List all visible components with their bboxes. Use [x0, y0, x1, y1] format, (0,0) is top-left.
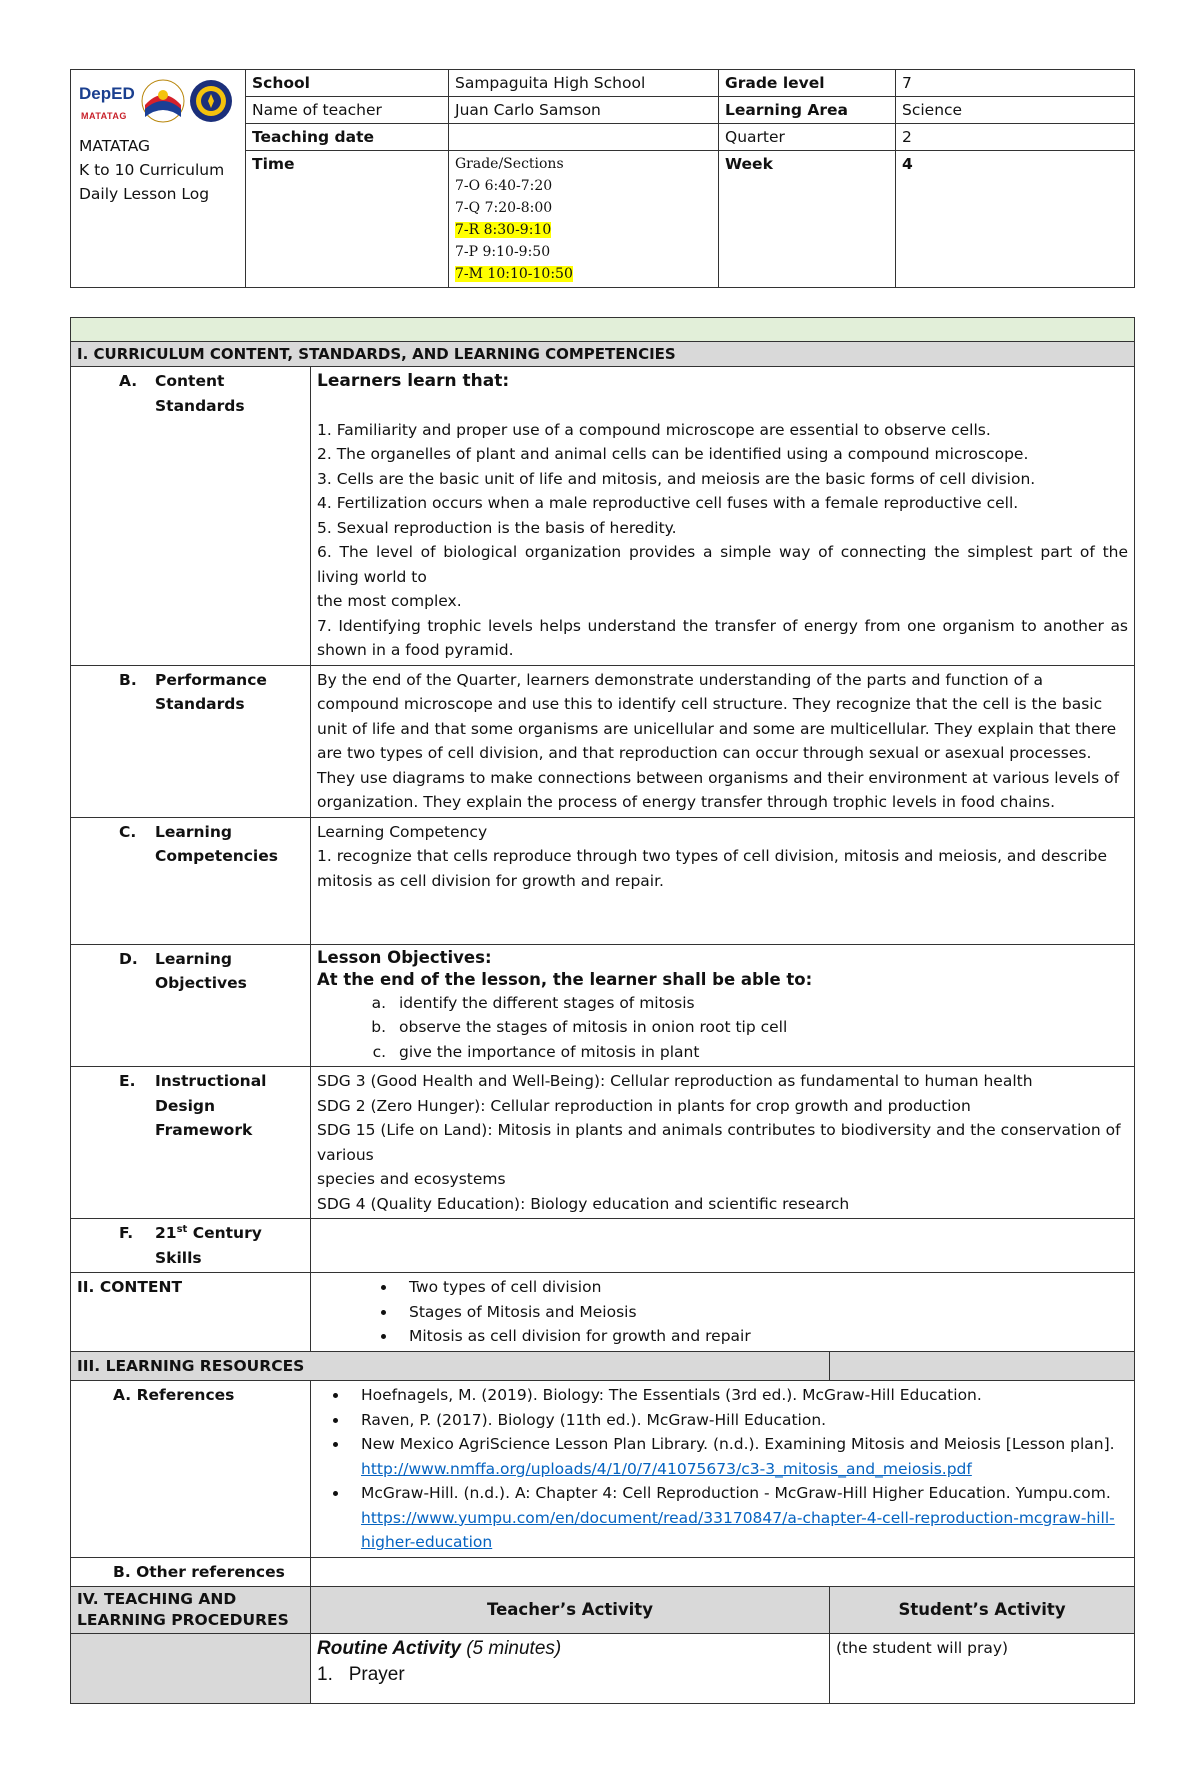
title-line: K to 10 Curriculum: [79, 161, 225, 179]
standard-item: 1. Familiarity and proper use of a compound microscope are essential to observe cells.: [317, 420, 991, 439]
content-standards-body: [311, 367, 1135, 666]
sdg-line: species and ecosystems: [317, 1170, 506, 1188]
week-label: Week: [719, 151, 896, 288]
references-list: [317, 1383, 1128, 1555]
content-item: • Mitosis as cell division for growth and repair: [397, 1324, 1128, 1349]
schedule-line: 7-Q 7:20-8:00: [455, 200, 553, 216]
grade-level-value: 7: [896, 70, 1135, 97]
instructional-design-body: [311, 1067, 1135, 1219]
reference-item: • Hoefnagels, M. (2019). Biology: The Essentials (3rd ed.). McGraw-Hill Education.: [349, 1383, 1128, 1408]
school-value: Sampaguita High School: [449, 70, 719, 97]
performance-standards-body: By the end of the Quarter, learners demonstrate understanding of the parts and function of a compound microscope and use this to identify cell structure. They recognize that the cell is the basic unit of life and that some organisms are unicellular and some are multicellular. They explain that there are two types of cell division, and that reproduction can occur through sexual or asexual processes. They use diagrams to make connections between organisms and their environment at various levels of organization. They explain the process of energy transfer through trophic levels in food chains.: [311, 665, 1135, 817]
century-skills-body: [311, 1219, 1135, 1273]
reference-link[interactable]: http://www.nmffa.org/uploads/4/1/0/7/41075673/c3-3_mitosis_and_meiosis.pdf: [361, 1459, 972, 1478]
teaching-date-label: Teaching date: [246, 124, 449, 151]
objectives-list: [317, 991, 1128, 1065]
reference-item: • Raven, P. (2017). Biology (11th ed.). McGraw-Hill Education.: [349, 1408, 1128, 1433]
student-activity-cell: (the student will pray): [830, 1634, 1135, 1704]
objective-item: c. give the importance of mitosis in plant: [391, 1040, 1128, 1065]
teacher-activity-cell: [311, 1634, 830, 1704]
references-label: A. References: [71, 1381, 311, 1558]
lesson-log-header: [70, 69, 1135, 288]
teaching-date-value: [449, 124, 719, 151]
competency-text: 1. recognize that cells reproduce through two types of cell division, mitosis and meiosis, and describe mitosis as cell division for growth and repair.: [317, 847, 1108, 890]
content-section-label: II. CONTENT: [71, 1273, 311, 1352]
time-label: Time: [246, 151, 449, 288]
standard-item: 7. Identifying trophic levels helps understand the transfer of energy from one organism to another as shown in a food pyramid.: [317, 616, 1129, 659]
standard-item: 6. The level of biological organization provides a simple way of connecting the simplest part of the living world to: [317, 543, 1129, 586]
content-item: • Two types of cell division: [397, 1275, 1128, 1300]
sdg-line: SDG 4 (Quality Education): Biology education and scientific research: [317, 1194, 850, 1213]
learning-objectives-body: [311, 944, 1135, 1067]
schedule-line-highlighted: 7-R 8:30-9:10: [455, 222, 552, 238]
reference-link[interactable]: https://www.yumpu.com/en/document/read/33170847/a-chapter-4-cell-reproduction-mcgraw-hill-higher-education: [361, 1508, 1115, 1551]
green-band: [71, 318, 1135, 342]
deped-logo: DepED MATATAG: [79, 84, 135, 121]
title-line: MATATAG: [79, 137, 151, 155]
learning-competencies-body: [311, 817, 1135, 944]
competency-heading: Learning Competency: [317, 822, 488, 841]
schedule-line: Grade/Sections: [455, 156, 564, 172]
document-title: [79, 134, 237, 206]
standard-item: the most complex.: [317, 592, 462, 610]
performance-standards-label: B. Performance Standards: [71, 665, 311, 817]
teacher-value: Juan Carlo Samson: [449, 97, 719, 124]
content-list: [317, 1275, 1128, 1349]
lesson-log-body: [70, 317, 1135, 1704]
bagong-pilipinas-logo: [141, 79, 185, 123]
section-heading-resources: III. LEARNING RESOURCES: [71, 1351, 830, 1381]
quarter-value: 2: [896, 124, 1135, 151]
content-standards-heading: Learners learn that:: [317, 371, 510, 391]
objective-item: a. identify the different stages of mitosis: [391, 991, 1128, 1016]
student-activity-header: Student’s Activity: [830, 1587, 1135, 1634]
school-label: School: [246, 70, 449, 97]
content-item: • Stages of Mitosis and Meiosis: [397, 1300, 1128, 1325]
procedures-label: IV. TEACHING AND LEARNING PROCEDURES: [71, 1587, 311, 1634]
resources-heading-empty-cell: [830, 1351, 1135, 1381]
standard-item: 3. Cells are the basic unit of life and mitosis, and meiosis are the basic forms of cell division.: [317, 469, 1036, 488]
time-schedule: [449, 151, 719, 288]
schedule-line: 7-O 6:40-7:20: [455, 178, 553, 194]
procedures-empty-cell: [71, 1634, 311, 1704]
standard-item: 4. Fertilization occurs when a male reproductive cell fuses with a female reproductive cell.: [317, 494, 1019, 512]
routine-title: Routine Activity (5 minutes): [317, 1638, 562, 1659]
standard-item: 2. The organelles of plant and animal cells can be identified using a compound microscope.: [317, 445, 1029, 463]
learning-objectives-label: D. Learning Objectives: [71, 944, 311, 1067]
reference-item: • McGraw-Hill. (n.d.). A: Chapter 4: Cell Reproduction - McGraw-Hill Higher Education. Yumpu.com. https://www.yumpu.com/en/document/read/33170847/a-chapter-4-cell-reproduction-mcgraw-hill-higher-education: [349, 1481, 1128, 1555]
objectives-heading: Lesson Objectives:: [317, 947, 492, 967]
title-line: Daily Lesson Log: [79, 185, 210, 203]
division-seal-logo: [189, 79, 233, 123]
grade-level-label: Grade level: [719, 70, 896, 97]
learning-competencies-label: C. Learning Competencies: [71, 817, 311, 944]
sdg-line: SDG 2 (Zero Hunger): Cellular reproduction in plants for crop growth and production: [317, 1096, 971, 1115]
learning-area-value: Science: [896, 97, 1135, 124]
other-references-body: [311, 1557, 1135, 1587]
content-section-body: [311, 1273, 1135, 1352]
century-skills-label: F. 21st Century Skills: [71, 1219, 311, 1273]
references-body: [311, 1381, 1135, 1558]
content-standards-label: A. Content Standards: [71, 367, 311, 666]
teacher-activity-header: Teacher’s Activity: [311, 1587, 830, 1634]
week-value: 4: [896, 151, 1135, 288]
quarter-label: Quarter: [719, 124, 896, 151]
reference-item: • New Mexico AgriScience Lesson Plan Library. (n.d.). Examining Mitosis and Meiosis [Lesson plan]. http://www.nmffa.org/uploads/4/1/0/7/41075673/c3-3_mitosis_and_meiosis.pdf: [349, 1432, 1128, 1481]
sdg-line: SDG 3 (Good Health and Well-Being): Cellular reproduction as fundamental to human health: [317, 1072, 1033, 1090]
objective-item: b. observe the stages of mitosis in onion root tip cell: [391, 1015, 1128, 1040]
routine-item: 1. Prayer: [317, 1664, 405, 1685]
learning-area-label: Learning Area: [719, 97, 896, 124]
teacher-label: Name of teacher: [246, 97, 449, 124]
sdg-line: SDG 15 (Life on Land): Mitosis in plants and animals contributes to biodiversity and the conservation of various: [317, 1121, 1121, 1164]
schedule-line: 7-P 9:10-9:50: [455, 244, 551, 260]
schedule-line-highlighted: 7-M 10:10-10:50: [455, 266, 573, 282]
header-logo-cell: [71, 70, 246, 288]
objectives-subheading: At the end of the lesson, the learner shall be able to:: [317, 969, 813, 989]
other-references-label: B. Other references: [71, 1557, 311, 1587]
instructional-design-label: E. Instructional Design Framework: [71, 1067, 311, 1219]
section-heading-curriculum: I. CURRICULUM CONTENT, STANDARDS, AND LEARNING COMPETENCIES: [71, 342, 1135, 367]
standard-item: 5. Sexual reproduction is the basis of heredity.: [317, 518, 677, 537]
